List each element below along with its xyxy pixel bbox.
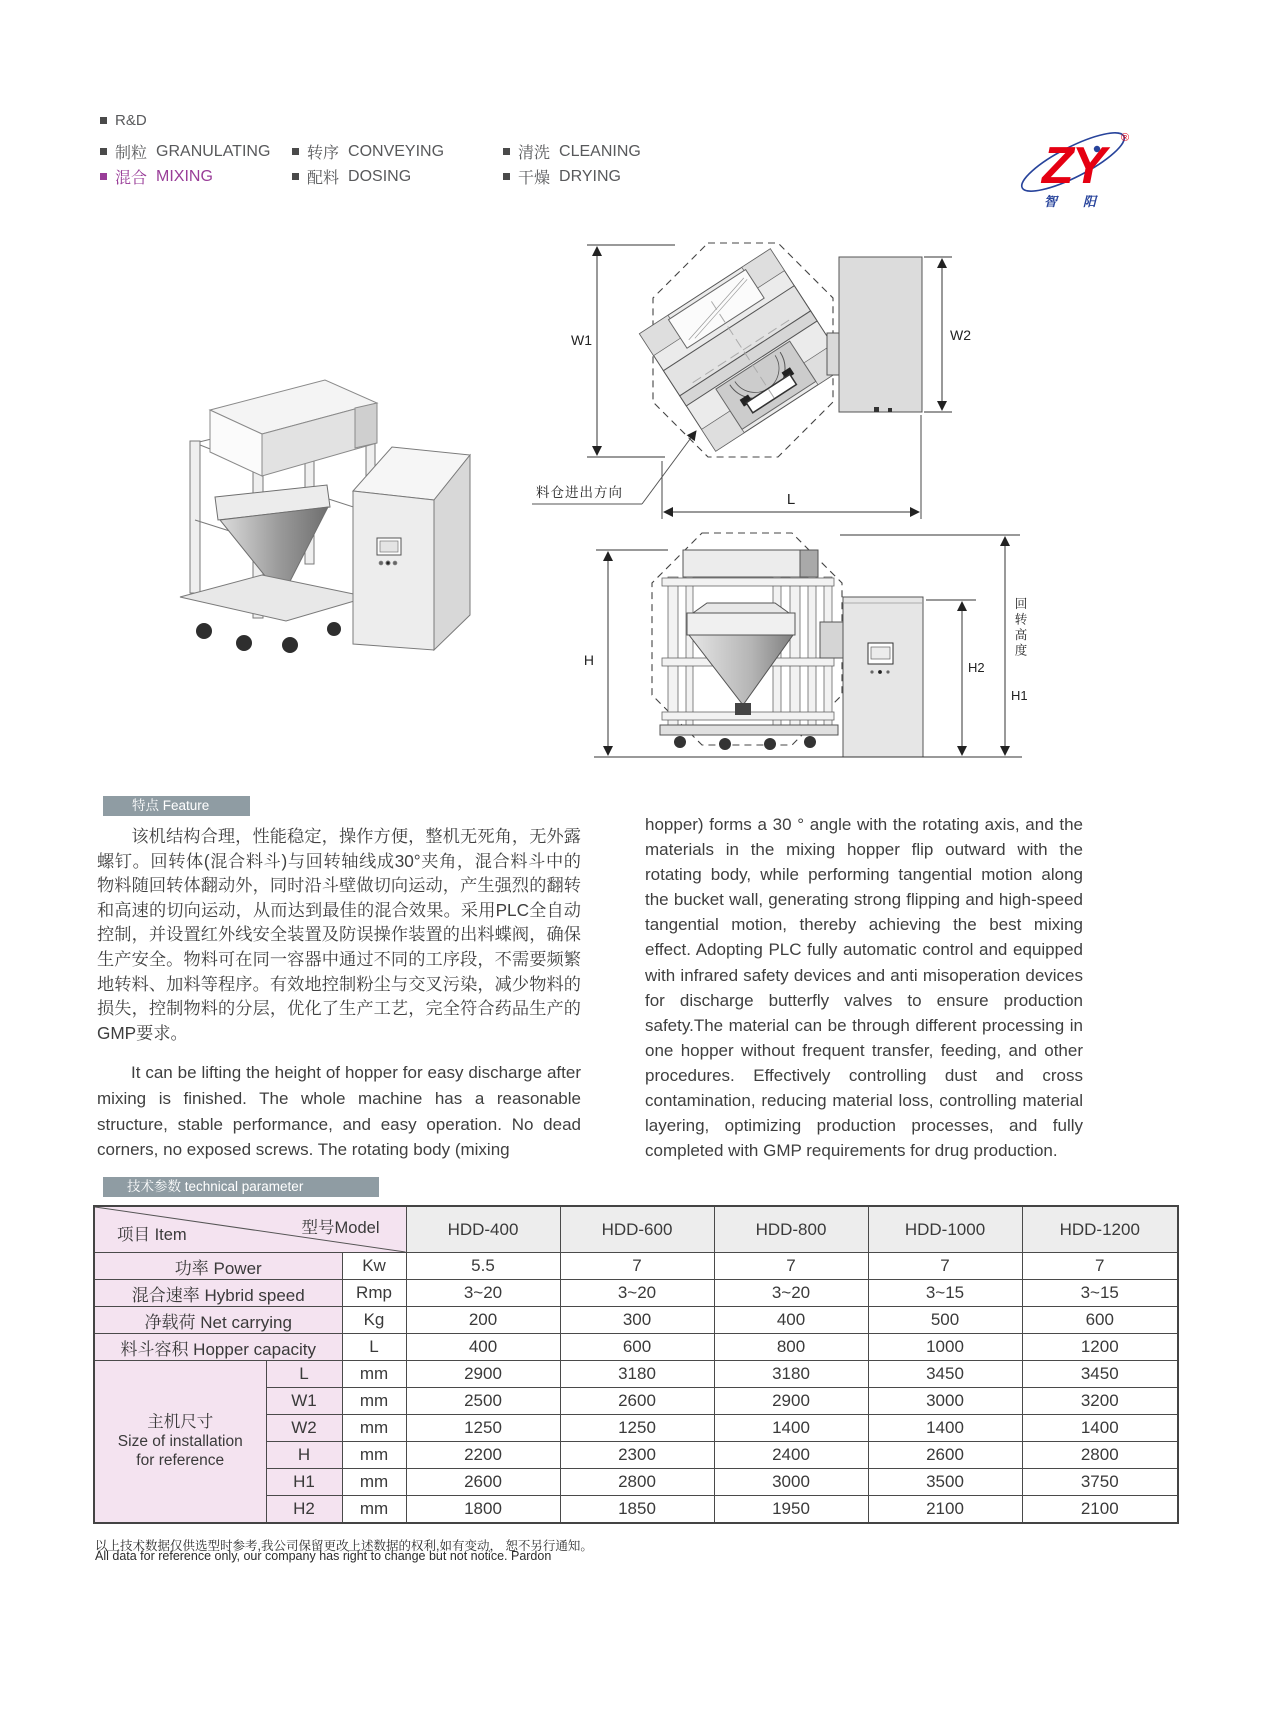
table-cell-value: 7 [1022,1253,1178,1280]
table-cell-value: 3500 [868,1469,1022,1496]
category-zh: 配料 [307,170,340,187]
table-cell-value: 2500 [406,1388,560,1415]
caster-wheel-icon [674,736,686,748]
unit-label: mm [342,1388,406,1415]
category-item-mixing-active [100,164,270,189]
hopper-direction-label: 料仓进出方向 [536,485,623,500]
dim-label-w1: W1 [571,332,592,348]
table-cell-value: 2200 [406,1442,560,1469]
table-cell-value: 300 [560,1307,714,1334]
category-zh: 清洗 [518,145,551,162]
caster-wheel-icon [282,637,298,653]
table-cell-value: 600 [560,1334,714,1361]
dim-label-h1: H1 [1011,688,1028,703]
model-header: HDD-400 [406,1206,560,1253]
table-cell-value: 2900 [406,1361,560,1388]
model-header: HDD-1200 [1022,1206,1178,1253]
table-cell-value: 2100 [868,1496,1022,1524]
cabinet-side-view [843,597,923,757]
disclaimer-en: All data for reference only, our company has right to change but not notice. Pardon [95,1549,552,1563]
row-label: 净载荷 Net carrying [94,1307,342,1334]
bullet-square-icon [100,148,107,155]
table-cell-value: 1850 [560,1496,714,1524]
category-en: CLEANING [559,142,641,160]
table-cell-value: 2300 [560,1442,714,1469]
category-item-granulating [100,139,270,164]
unit-label: mm [342,1361,406,1388]
logo-registered-mark: ® [1121,132,1130,144]
category-column-1 [100,139,270,189]
table-cell-value: 1400 [868,1415,1022,1442]
table-cell-value: 2600 [868,1442,1022,1469]
feature-paragraph-en-right: hopper) forms a 30 ° angle with the rotating axis, and the materials in the mixing hopper flip outward with the rotating body, while performing tangential motion along the bucket wall, generating strong flipping and high-speed tangential motion, thereby achieving the best mixing effect. Adopting PLC fully automatic control and equipped with infrared safety devices and anti misoperation devices for discharge butterfly valves to ensure production safety.The material can be through different processing in one hopper without frequent transfer, feeding, and other procedures. Effectively controlling dust and cross contamination, reducing material loss, controlling material layering, optimizing production processes, and fully completed with GMP requirements for drug production. [645,815,1083,1161]
table-cell-value: 2800 [560,1469,714,1496]
feature-paragraph-en-left: It can be lifting the height of hopper for easy discharge after mixing is finished. The whole machine has a reasonable structure, stable performance, and easy operation. No dead corners, no exposed screws. The rotating body (mixing [97,1063,581,1160]
category-column-3 [503,139,641,189]
rotation-height-label: 回转高度 [1013,597,1027,659]
table-cell-value: 2600 [406,1469,560,1496]
rd-label: R&D [115,112,147,129]
dim-label-w2: W2 [950,327,971,343]
caster-wheel-icon [196,623,212,639]
category-item-cleaning [503,139,641,164]
bullet-square-icon [503,148,510,155]
caster-wheel-icon [327,622,341,636]
feature-paragraph-zh: 该机结构合理，性能稳定，操作方便，整机无死角，无外露螺钉。回转体(混合料斗)与回转轴线成30°夹角，混合料斗中的物料随回转体翻动外，同时沿斗壁做切向运动，产生强烈的翻转和高速的切向运动，从而达到最佳的混合效果。采用PLC全自动控制，并设置红外线安全装置及防误操作装置的出料蝶阀，确保生产安全。物料可在同一容器中通过不同的工序段，不需要频繁地转料、加料等程序。有效地控制粉尘与交叉污染，减少物料的损失，控制物料的分层，优化了生产工艺，完全符合药品生产的GMP要求。 [97,826,581,1043]
company-logo [1018,120,1140,212]
table-cell-value: 2600 [560,1388,714,1415]
caster-wheel-icon [236,635,252,651]
tech-parameter-heading: 技术参数 technical parameter [103,1177,379,1197]
table-cell-value: 7 [868,1253,1022,1280]
table-cell-value: 1250 [406,1415,560,1442]
model-header: HDD-1000 [868,1206,1022,1253]
table-cell-value: 3~15 [1022,1280,1178,1307]
category-column-2 [292,139,444,189]
unit-label: Kw [342,1253,406,1280]
table-cell-value: 400 [406,1334,560,1361]
table-cell-value: 3450 [868,1361,1022,1388]
bullet-square-icon [100,173,107,180]
table-cell-value: 1250 [560,1415,714,1442]
logo-text: ZY [1042,137,1105,195]
feature-section-heading: 特点 Feature [103,796,250,816]
machine-side-view [660,550,845,750]
category-en: DOSING [348,167,412,185]
row-label: H2 [266,1496,342,1524]
item-model-header-cell [94,1206,406,1253]
table-cell-value: 3~20 [714,1280,868,1307]
category-zh: 制粒 [115,145,148,162]
row-label: 料斗容积 Hopper capacity [94,1334,342,1361]
logo-subtext: 智阳 [1044,194,1123,209]
bullet-square-icon [292,148,299,155]
row-label: H [266,1442,342,1469]
unit-label: mm [342,1496,406,1524]
row-label: H1 [266,1469,342,1496]
unit-label: Kg [342,1307,406,1334]
row-label: 功率 Power [94,1253,342,1280]
table-cell-value: 500 [868,1307,1022,1334]
table-cell-value: 2400 [714,1442,868,1469]
top-view-drawing [490,225,1030,525]
item-axis-label: 项目 Item [117,1226,187,1244]
row-label: W1 [266,1388,342,1415]
table-cell-value: 1400 [1022,1415,1178,1442]
caster-wheel-icon [804,736,816,748]
table-cell-value: 1400 [714,1415,868,1442]
discharge-valve [735,703,751,715]
category-item-conveying [292,139,444,164]
row-label: L [266,1361,342,1388]
table-cell-value: 2100 [1022,1496,1178,1524]
table-cell-value: 400 [714,1307,868,1334]
bullet-square-icon [503,173,510,180]
table-cell-value: 3~15 [868,1280,1022,1307]
unit-label: L [342,1334,406,1361]
table-cell-value: 600 [1022,1307,1178,1334]
category-zh: 混合 [115,170,148,187]
dim-label-l: L [786,491,796,508]
table-cell-value: 3180 [560,1361,714,1388]
category-en: DRYING [559,167,621,185]
table-cell-value: 7 [560,1253,714,1280]
row-label: W2 [266,1415,342,1442]
category-en: GRANULATING [156,142,271,160]
table-cell-value: 3200 [1022,1388,1178,1415]
category-en: CONVEYING [348,142,445,160]
category-en: MIXING [156,167,213,185]
table-cell-value: 7 [714,1253,868,1280]
unit-label: mm [342,1415,406,1442]
control-cabinet [353,447,470,650]
table-cell-value: 5.5 [406,1253,560,1280]
table-cell-value: 3~20 [560,1280,714,1307]
model-header: HDD-800 [714,1206,868,1253]
table-cell-value: 1200 [1022,1334,1178,1361]
table-cell-value: 200 [406,1307,560,1334]
tech-parameter-table [93,1205,1179,1524]
unit-label: mm [342,1442,406,1469]
table-cell-value: 3750 [1022,1469,1178,1496]
bullet-square-icon [100,117,107,124]
table-cell-value: 2900 [714,1388,868,1415]
category-zh: 转序 [307,145,340,162]
dim-label-h2: H2 [968,660,985,675]
model-header: HDD-600 [560,1206,714,1253]
disclaimer-zh: 以上技术数据仅供选型时参考,我公司保留更改上述数据的权利,如有变动， 恕不另行通知。 [95,1539,593,1553]
table-cell-value: 3~20 [406,1280,560,1307]
discharge-connector [820,622,845,658]
category-zh: 干燥 [518,170,551,187]
unit-label: mm [342,1469,406,1496]
caster-wheel-icon [764,738,776,750]
row-label: 混合速率 Hybrid speed [94,1280,342,1307]
base-frame [180,575,368,653]
table-cell-value: 3000 [868,1388,1022,1415]
category-item-drying [503,164,641,189]
table-cell-value: 1950 [714,1496,868,1524]
table-cell-value: 2800 [1022,1442,1178,1469]
table-cell-value: 3180 [714,1361,868,1388]
top-feed-box [210,380,377,476]
table-cell-value: 1800 [406,1496,560,1524]
rd-item [100,112,147,129]
side-view-drawing [490,520,1030,770]
table-cell-value: 800 [714,1334,868,1361]
table-cell-value: 3000 [714,1469,868,1496]
cabinet-top-view [839,257,922,412]
table-cell-value: 1000 [868,1334,1022,1361]
caster-wheel-icon [719,738,731,750]
table-cell-value: 3450 [1022,1361,1178,1388]
machine-body-top-view [639,249,846,451]
model-axis-label: 型号Model [301,1219,380,1237]
size-group-label: 主机尺寸 Size of installation for reference [94,1361,266,1524]
dim-label-h: H [583,652,594,668]
bullet-square-icon [292,173,299,180]
category-item-dosing [292,164,444,189]
unit-label: Rmp [342,1280,406,1307]
product-render [140,335,480,665]
